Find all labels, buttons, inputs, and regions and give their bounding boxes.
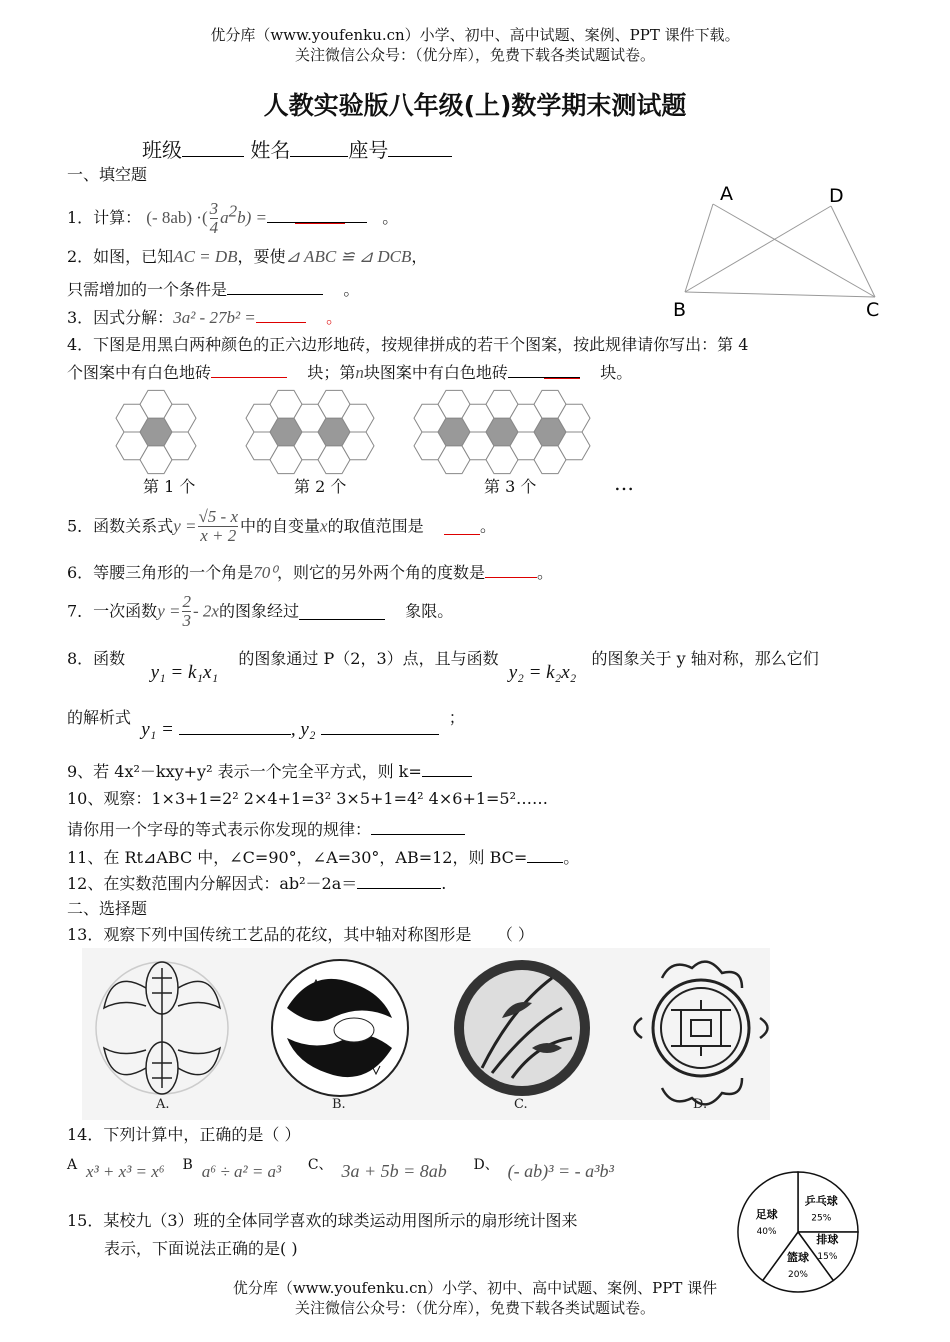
q14-option-b-key: B (182, 1157, 193, 1173)
q4-answer-blank-2[interactable] (508, 361, 580, 378)
question-2: 2．如图，已知AC = DB，要使⊿ ABC ≌ ⊿ DCB， (67, 247, 428, 266)
vertex-a-label: A (720, 183, 733, 205)
header-line-2: 关注微信公众号：（优分库），免费下载各类试题试卷。 (294, 46, 655, 64)
q10-answer-blank[interactable] (371, 818, 465, 835)
q11-answer-blank[interactable] (527, 846, 563, 863)
pie-value-3: 20% (787, 1270, 809, 1280)
edge-ab (685, 204, 713, 292)
q1-fraction: $\frac{3}{4}$ (209, 199, 219, 237)
q7-fraction: $\frac{2}{3}$ (182, 592, 191, 630)
seat-field[interactable] (388, 140, 452, 157)
q2-given: AC = DB (173, 247, 238, 266)
q14-option-c[interactable]: 3a + 5b = 8ab (341, 1161, 447, 1181)
pie-label-3: 篮球 (787, 1251, 809, 1264)
q2-answer-blank[interactable] (227, 278, 323, 295)
q8-func-2: y₂ = k₂x₂ (508, 662, 577, 683)
q1-expr-a: (- 8ab) ·( (146, 208, 208, 227)
q5-fraction: $\frac{√5 - x}{x + 2}$ (198, 507, 239, 545)
q1-lead: 1．计算： (67, 208, 142, 227)
question-15-line1: 15．某校九（3）班的全体同学喜欢的球类运动用图所示的扇形统计图来 (67, 1211, 578, 1230)
question-10-line1: 10、观察：1×3+1=2² 2×4+1=3² 3×5+1=4² 4×6+1=5²…… (67, 789, 549, 808)
ornament-label-b: B. (332, 1097, 346, 1112)
header-line-1: 优分库（www.youfenku.cn）小学、初中、高中试题、案例、PPT 课件下载。 (210, 26, 740, 44)
pattern-1-caption: 第 1 个 (143, 477, 196, 496)
q2-congruence: ⊿ ABC ≌ ⊿ DCB (285, 247, 412, 266)
edge-db (685, 206, 831, 292)
q14-option-a-key: A (67, 1157, 78, 1173)
q14-options (67, 1157, 614, 1184)
ornament-b (272, 960, 408, 1096)
vertex-c-label: C (866, 299, 880, 321)
vertex-d-label: D (829, 185, 844, 207)
vertex-b-label: B (673, 299, 687, 321)
question-7: 7．一次函数y = $\frac{2}{3}$ - 2x的图象经过 象限。 (67, 592, 454, 630)
q5-answer-blank[interactable] (444, 518, 480, 535)
edge-bc (685, 292, 875, 297)
ornament-label-d: D. (693, 1097, 708, 1112)
footer-line-2: 关注微信公众号：（优分库），免费下载各类试题试卷。 (294, 1299, 655, 1317)
question-11: 11、在 Rt⊿ABC 中，∠C=90°，∠A=30°，AB=12，则 BC= 。 (67, 848, 580, 867)
q14-option-a[interactable]: x³ + x³ = x⁶ (86, 1162, 165, 1181)
q14-option-d-key: D、 (473, 1157, 499, 1173)
pie-label-1: 乒乓球 (804, 1194, 838, 1208)
q1-exp: 2 (228, 201, 238, 221)
q1-expr-c: b) = (237, 208, 268, 227)
class-label: 班级 (142, 138, 182, 162)
name-label: 姓名 (250, 138, 291, 162)
question-15-line2: 表示，下面说法正确的是( ) (104, 1239, 298, 1258)
ornament-c (454, 960, 590, 1096)
q8-func-1: y₁ = k₁x₁ (150, 662, 219, 683)
question-13: 13．观察下列中国传统工艺品的花纹，其中轴对称图形是 （ ） (67, 925, 534, 944)
q9-answer-blank[interactable] (422, 760, 472, 777)
question-8-line2: 的解析式 y₁ = , y₂ ； (67, 708, 465, 740)
triangle-figure (668, 176, 888, 326)
question-9: 9、若 4x²－kxy+y² 表示一个完全平方式，则 k= (67, 760, 472, 783)
seat-label: 座号 (348, 138, 389, 162)
hexagon-patterns (110, 388, 610, 478)
q4-answer-blank-1[interactable] (211, 361, 287, 378)
q3-answer-blank[interactable] (256, 306, 306, 323)
page-title: 人教实验版八年级(上)数学期末测试题 (263, 91, 687, 120)
pie-value-2: 15% (817, 1252, 838, 1262)
ornament-label-a: A. (156, 1097, 170, 1112)
q1-answer-blank[interactable] (267, 206, 367, 223)
edge-ac (713, 204, 875, 297)
q14-option-d[interactable]: (- ab)³ = - a³b³ (507, 1161, 614, 1181)
q8-answer-blank-2[interactable] (321, 718, 439, 735)
q3-expression: 3a² - 27b² = (173, 308, 256, 327)
q7-answer-blank[interactable] (299, 603, 385, 620)
name-field[interactable] (290, 140, 348, 157)
q1-expr-b: a (220, 208, 229, 227)
pie-label-2: 排球 (816, 1233, 839, 1246)
question-12: 12、在实数范围内分解因式：ab²－2a＝ . (67, 874, 447, 893)
question-1: 1．计算： (- 8ab) ·( $\frac{3}{4}$ $a^2b$) = 。 (67, 199, 399, 237)
q14-option-b[interactable]: a⁶ ÷ a² = a³ (201, 1162, 282, 1181)
pattern-2-caption: 第 2 个 (294, 477, 347, 496)
pie-value-0: 40% (756, 1226, 777, 1237)
ornament-label-c: C. (514, 1097, 528, 1112)
edge-dc (831, 206, 875, 297)
section-fill-blank: 一、填空题 (67, 165, 148, 184)
q14-option-c-key: C、 (307, 1157, 333, 1173)
footer-line-1: 优分库（www.youfenku.cn）小学、初中、高中试题、案例、PPT 课件 (232, 1279, 718, 1297)
question-10-line2: 请你用一个字母的等式表示你发现的规律： (67, 818, 465, 841)
question-8-line1: 8．函数 y₁ = k₁x₁ 的图象通过 P（2，3）点，且与函数 y₂ = k₂x₂ 的图象关于 y 轴对称，那么它们 (67, 649, 819, 683)
question-2-line2: 只需增加的一个条件是 。 (67, 280, 360, 299)
q6-answer-blank[interactable] (485, 561, 537, 578)
question-6: 6．等腰三角形的一个角是70⁰，则它的另外两个角的度数是 。 (67, 563, 554, 582)
q6-angle: 70⁰ (253, 563, 278, 582)
question-4-line1: 4．下图是用黑白两种颜色的正六边形地砖，按规律拼成的若干个图案，按此规律请你写出：第 4 (67, 335, 749, 354)
question-3: 3．因式分解：3a² - 27b² = 。 (67, 308, 343, 327)
student-info (142, 134, 452, 163)
class-field[interactable] (182, 140, 244, 157)
ornament-patterns-image (82, 948, 770, 1120)
question-4-line2: 个图案中有白色地砖 块；第n块图案中有白色地砖 块。 (67, 363, 633, 382)
pattern-ellipsis: … (614, 471, 634, 495)
q12-answer-blank[interactable] (357, 872, 441, 889)
pie-label-0: 足球 (755, 1207, 778, 1221)
section-choice: 二、选择题 (67, 899, 148, 918)
pie-value-1: 25% (811, 1213, 832, 1224)
question-5: 5．函数关系式y = $\frac{√5 - x}{x + 2}$ 中的自变量x的取值范围是 。 (67, 507, 496, 545)
question-14: 14．下列计算中，正确的是（ ） (67, 1125, 301, 1144)
pattern-3-caption: 第 3 个 (484, 477, 537, 496)
q8-answer-blank-1[interactable] (179, 718, 291, 735)
